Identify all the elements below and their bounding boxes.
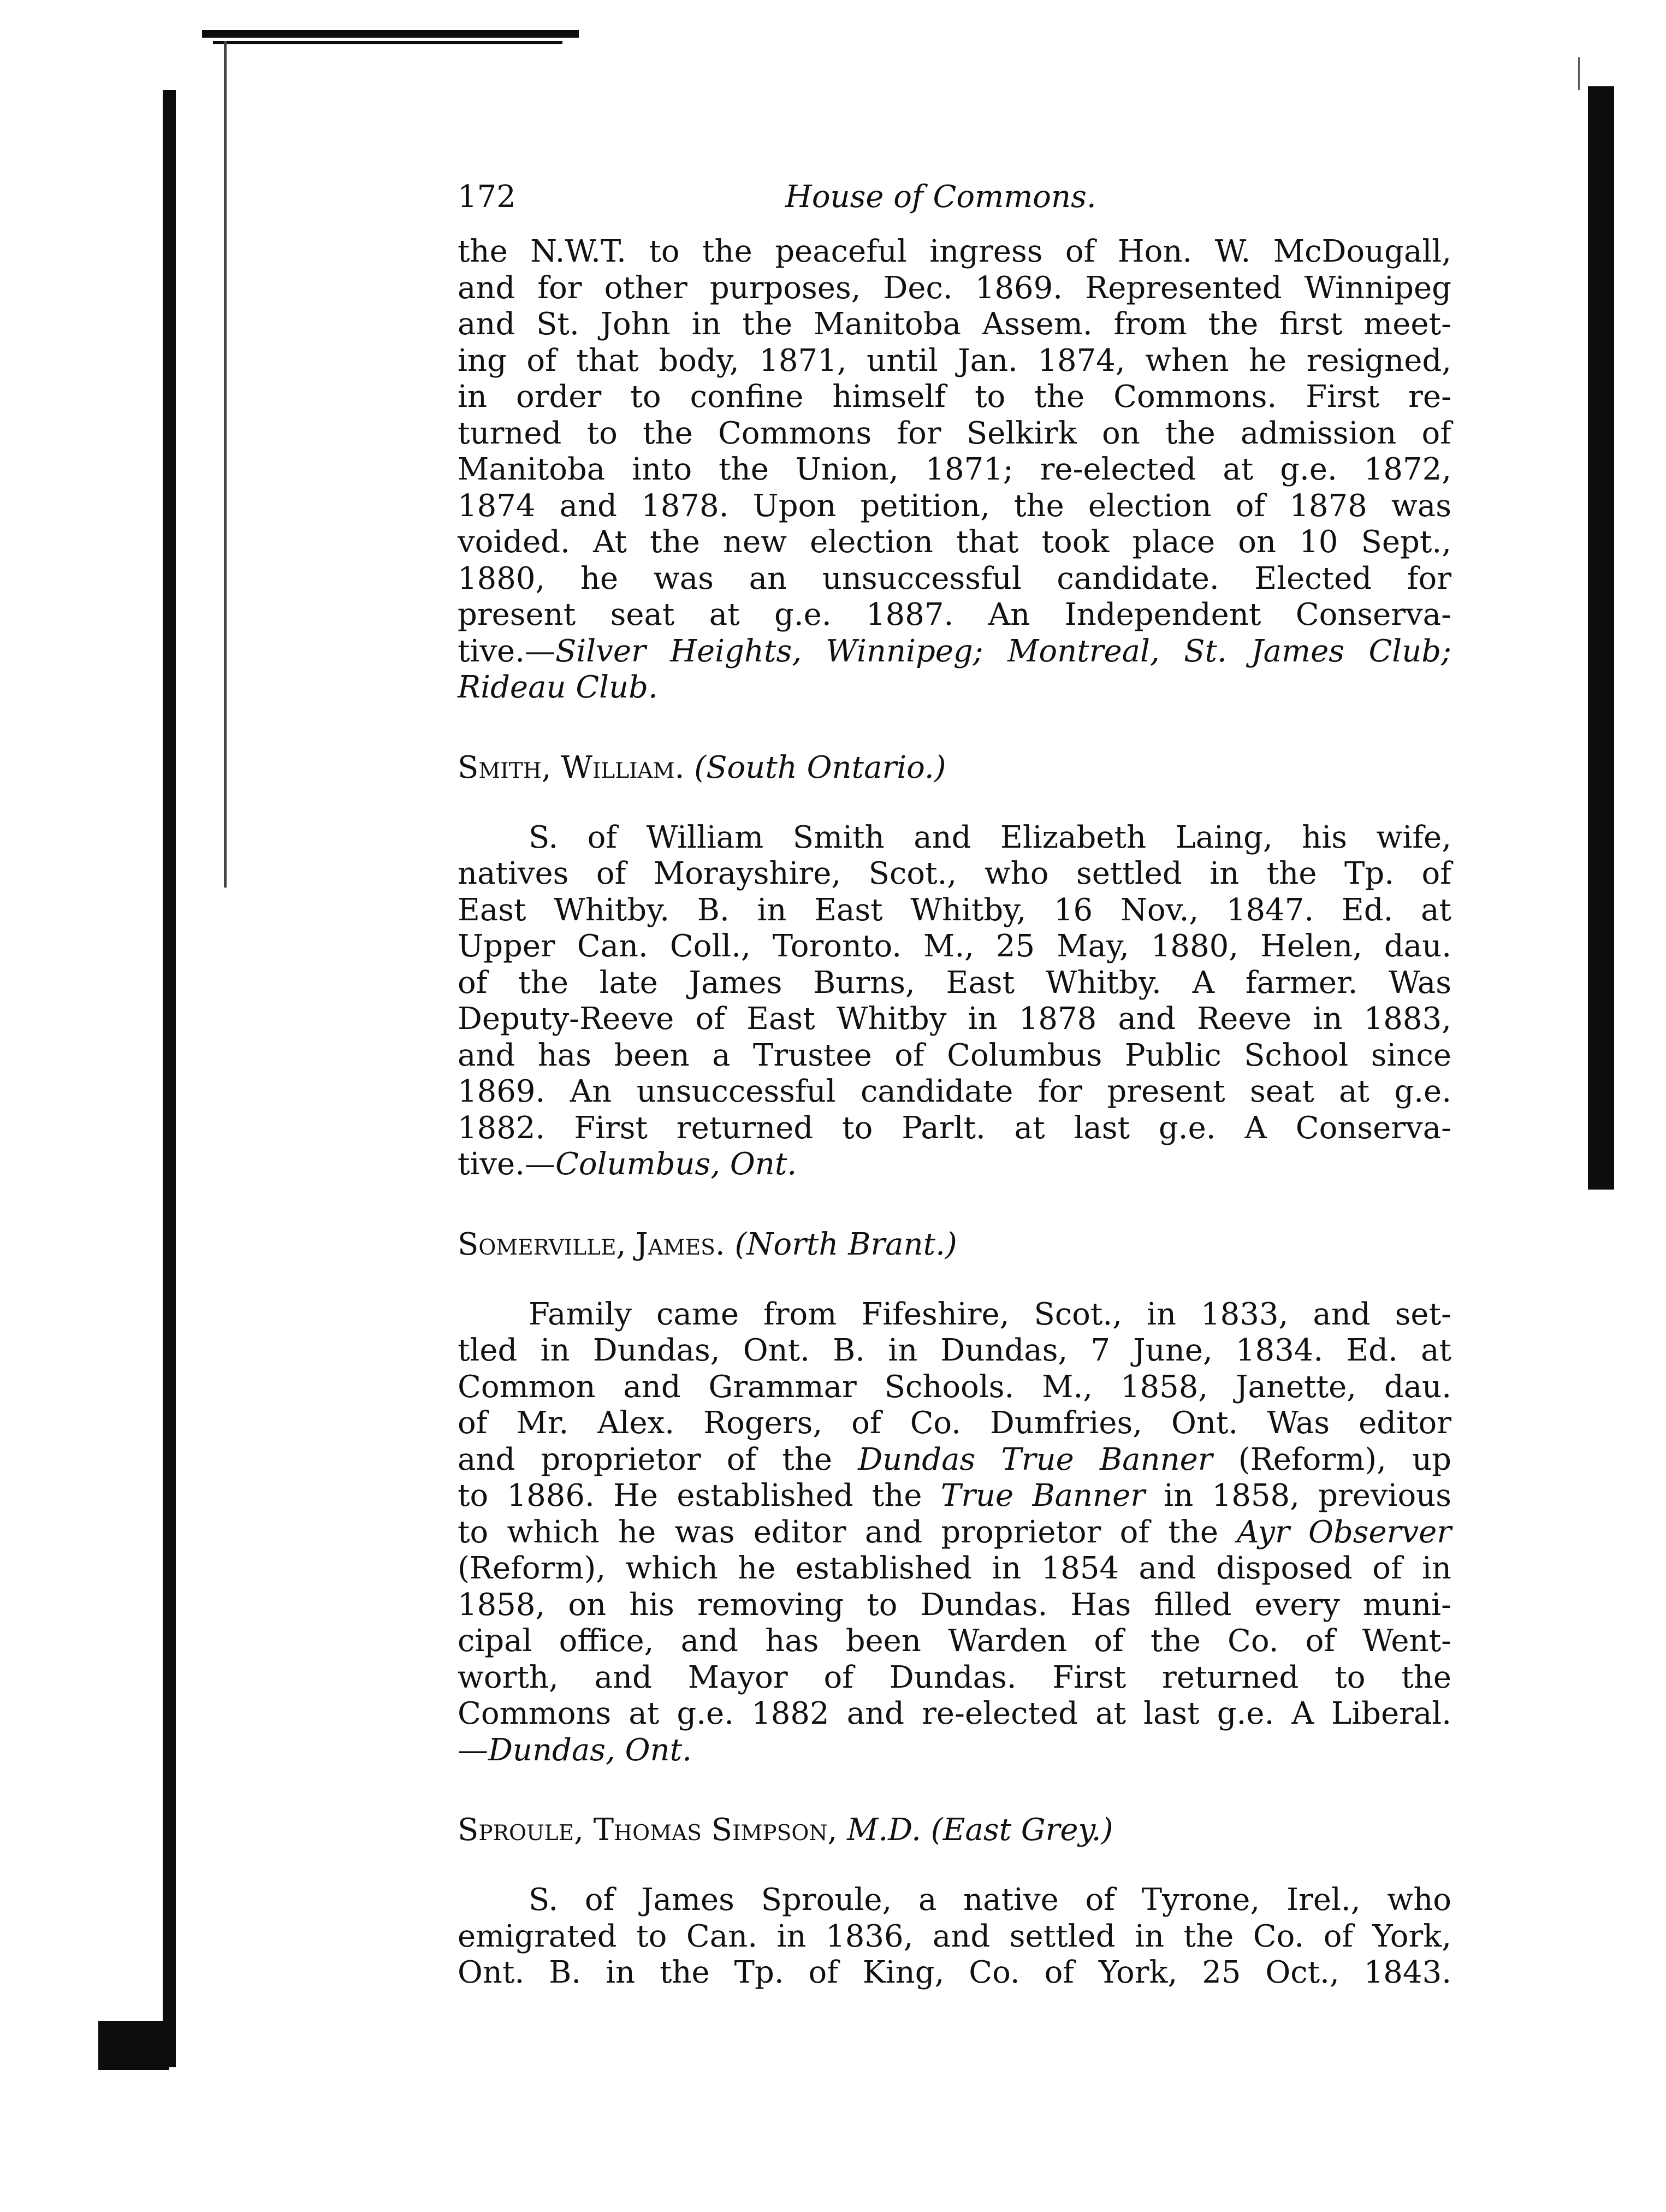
- page: [458, 179, 1451, 1991]
- text-line: in order to confine himself to the Commons. First re-: [458, 379, 1451, 415]
- text-line: natives of Morayshire, Scot., who settled in the Tp. of: [458, 856, 1451, 891]
- entry-heading-smith: [458, 750, 1451, 786]
- entry-body-sproule: [458, 1882, 1451, 1991]
- newspaper-title: Ayr Observer: [1237, 1514, 1451, 1550]
- constituency: (North Brant.): [734, 1226, 957, 1262]
- entry-body-somerville: [458, 1297, 1451, 1769]
- text-line: [458, 634, 1451, 670]
- text-line: S. of William Smith and Elizabeth Laing, his wife,: [529, 819, 1451, 855]
- address-line: Rideau Club.: [458, 670, 658, 705]
- page-header: [458, 179, 1451, 234]
- text-line: the N.W.T. to the peaceful ingress of Hon. W. McDougall,: [458, 234, 1451, 269]
- scan-rule-top-lower: [213, 41, 562, 44]
- text-line: of Mr. Alex. Rogers, of Co. Dumfries, Ont. Was editor: [458, 1405, 1451, 1441]
- text-line: Manitoba into the Union, 1871; re-elected at g.e. 1872,: [458, 452, 1451, 487]
- scan-left-corner: [98, 2021, 169, 2070]
- entry-heading-sproule: [458, 1812, 1451, 1848]
- text-line: ing of that body, 1871, until Jan. 1874, when he resigned,: [458, 342, 1451, 378]
- member-name: Smith, William.: [458, 749, 685, 785]
- scan-rule-top: [202, 30, 579, 38]
- member-name: Sproule, Thomas Simpson,: [458, 1812, 838, 1848]
- text-line: East Whitby. B. in East Whitby, 16 Nov., 1847. Ed. at: [458, 892, 1451, 928]
- text-line: Family came from Fifeshire, Scot., in 1833, and set-: [529, 1296, 1451, 1332]
- text-line: [458, 1515, 1451, 1551]
- address: Silver Heights, Winnipeg; Montreal, St. James Club;: [555, 633, 1451, 669]
- text-run: in 1858, previous: [1145, 1478, 1451, 1513]
- scan-left-gutter: [163, 90, 176, 2067]
- text-line: [458, 1478, 1451, 1515]
- address-prefix: tive.—: [458, 1146, 555, 1182]
- scan-right-thin-line: [1578, 57, 1580, 90]
- text-line: worth, and Mayor of Dundas. First returned to the: [458, 1659, 1451, 1695]
- text-line: present seat at g.e. 1887. An Independent Conserva-: [458, 597, 1451, 632]
- entry-body-smith: [458, 820, 1451, 1183]
- text-line: [458, 1442, 1451, 1478]
- member-name: Somerville, James.: [458, 1226, 725, 1262]
- text-run: to 1886. He established the: [458, 1478, 941, 1513]
- text-line: voided. At the new election that took place on 10 Sept.,: [458, 524, 1451, 560]
- text-line: 1882. First returned to Parlt. at last g.e. A Conserva-: [458, 1110, 1451, 1146]
- address-line: —Dundas, Ont.: [458, 1732, 692, 1768]
- text-line: (Reform), which he established in 1854 and disposed of in: [458, 1551, 1451, 1586]
- member-title: M.D.: [847, 1812, 921, 1848]
- newspaper-title: Dundas True Banner: [858, 1441, 1213, 1477]
- text-line: S. of James Sproule, a native of Tyrone, Irel., who: [529, 1882, 1451, 1918]
- text-line: [458, 1146, 1451, 1183]
- text-line: of the late James Burns, East Whitby. A farmer. Was: [458, 965, 1451, 1001]
- text-line: Deputy-Reeve of East Whitby in 1878 and Reeve in 1883,: [458, 1001, 1451, 1037]
- text-line: 1874 and 1878. Upon petition, the election of 1878 was: [458, 488, 1451, 524]
- entry-heading-somerville: [458, 1227, 1451, 1263]
- scan-left-gutter-line: [224, 41, 227, 888]
- text-line: cipal office, and has been Warden of the Co. of Went-: [458, 1623, 1451, 1659]
- text-run: to which he was editor and proprietor of the: [458, 1514, 1237, 1550]
- text-line: 1880, he was an unsuccessful candidate. Elected for: [458, 560, 1451, 596]
- page-number: 172: [458, 179, 516, 215]
- text-line: Commons at g.e. 1882 and re-elected at last g.e. A Liberal.: [458, 1696, 1451, 1731]
- constituency: (East Grey.): [930, 1812, 1113, 1848]
- running-title: House of Commons.: [785, 179, 1096, 215]
- text-line: tled in Dundas, Ont. B. in Dundas, 7 June, 1834. Ed. at: [458, 1333, 1451, 1368]
- newspaper-title: True Banner: [940, 1478, 1146, 1513]
- text-line: Ont. B. in the Tp. of King, Co. of York, 25 Oct., 1843.: [458, 1955, 1451, 1990]
- scan-right-bar: [1588, 86, 1614, 1190]
- text-run: and proprietor of the: [458, 1441, 858, 1477]
- text-line: and for other purposes, Dec. 1869. Represented Winnipeg: [458, 270, 1451, 306]
- text-line: 1869. An unsuccessful candidate for present seat at g.e.: [458, 1074, 1451, 1109]
- address-prefix: tive.—: [458, 633, 555, 669]
- text-line: Upper Can. Coll., Toronto. M., 25 May, 1880, Helen, dau.: [458, 928, 1451, 964]
- text-line: turned to the Commons for Selkirk on the admission of: [458, 415, 1451, 451]
- text-line: and has been a Trustee of Columbus Public School since: [458, 1037, 1451, 1073]
- text-line: and St. John in the Manitoba Assem. from the first meet-: [458, 306, 1451, 342]
- text-line: emigrated to Can. in 1836, and settled in the Co. of York,: [458, 1918, 1451, 1954]
- text-line: 1858, on his removing to Dundas. Has filled every muni-: [458, 1587, 1451, 1623]
- entry-previous-continuation: [458, 234, 1451, 706]
- text-run: (Reform), up: [1212, 1441, 1451, 1477]
- constituency: (South Ontario.): [694, 749, 946, 785]
- text-line: Common and Grammar Schools. M., 1858, Janette, dau.: [458, 1369, 1451, 1405]
- address: Columbus, Ont.: [555, 1146, 797, 1182]
